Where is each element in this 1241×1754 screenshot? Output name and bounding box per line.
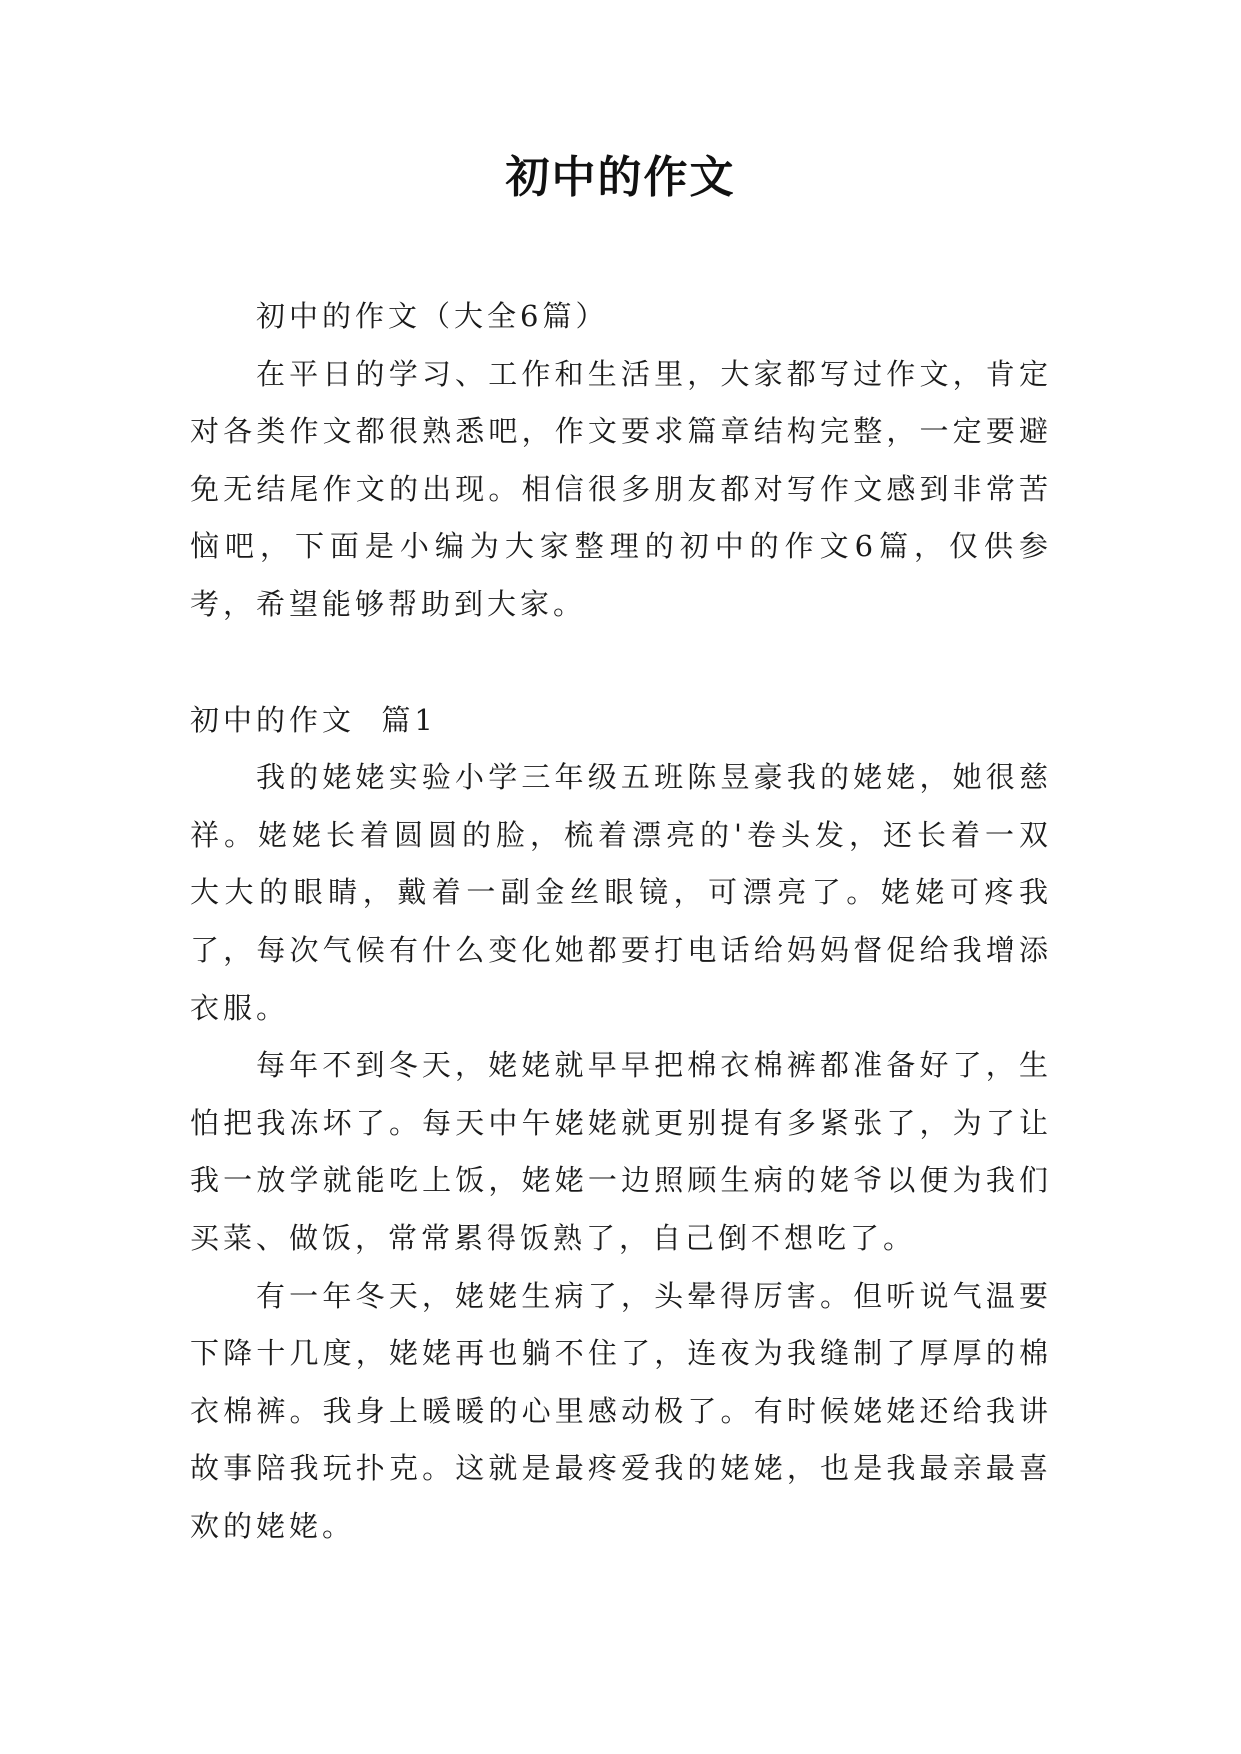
document-body xyxy=(190,288,1052,1555)
section-heading: 初中的作文 篇1 xyxy=(190,702,437,737)
body-paragraph: 我的姥姥实验小学三年级五班陈昱豪我的姥姥，她很慈祥。姥姥长着圆圆的脸，梳着漂亮的'卷头发，还长着一双大大的眼睛，戴着一副金丝眼镜，可漂亮了。姥姥可疼我了，每次气候有什么变化她都要打电话给妈妈督促给我增添衣服。 xyxy=(190,760,1052,1025)
intro-paragraph: 在平日的学习、工作和生活里，大家都写过作文，肯定对各类作文都很熟悉吧，作文要求篇章结构完整，一定要避免无结尾作文的出现。相信很多朋友都对写作文感到非常苦恼吧，下面是小编为大家整理的初中的作文6篇，仅供参考，希望能够帮助到大家。 xyxy=(190,356,1052,621)
body-paragraph: 每年不到冬天，姥姥就早早把棉衣棉裤都准备好了，生怕把我冻坏了。每天中午姥姥就更别提有多紧张了，为了让我一放学就能吃上饭，姥姥一边照顾生病的姥爷以便为我们买菜、做饭，常常累得饭熟了，自己倒不想吃了。 xyxy=(190,1048,1052,1255)
body-paragraph: 有一年冬天，姥姥生病了，头晕得厉害。但听说气温要下降十几度，姥姥再也躺不住了，连夜为我缝制了厚厚的棉衣棉裤。我身上暖暖的心里感动极了。有时候姥姥还给我讲故事陪我玩扑克。这就是最疼爱我的姥姥，也是我最亲最喜欢的姥姥。 xyxy=(190,1278,1052,1543)
section-spacer xyxy=(190,634,1052,692)
document-subtitle: 初中的作文（大全6篇） xyxy=(256,299,609,333)
document-title: 初中的作文 xyxy=(505,152,736,203)
